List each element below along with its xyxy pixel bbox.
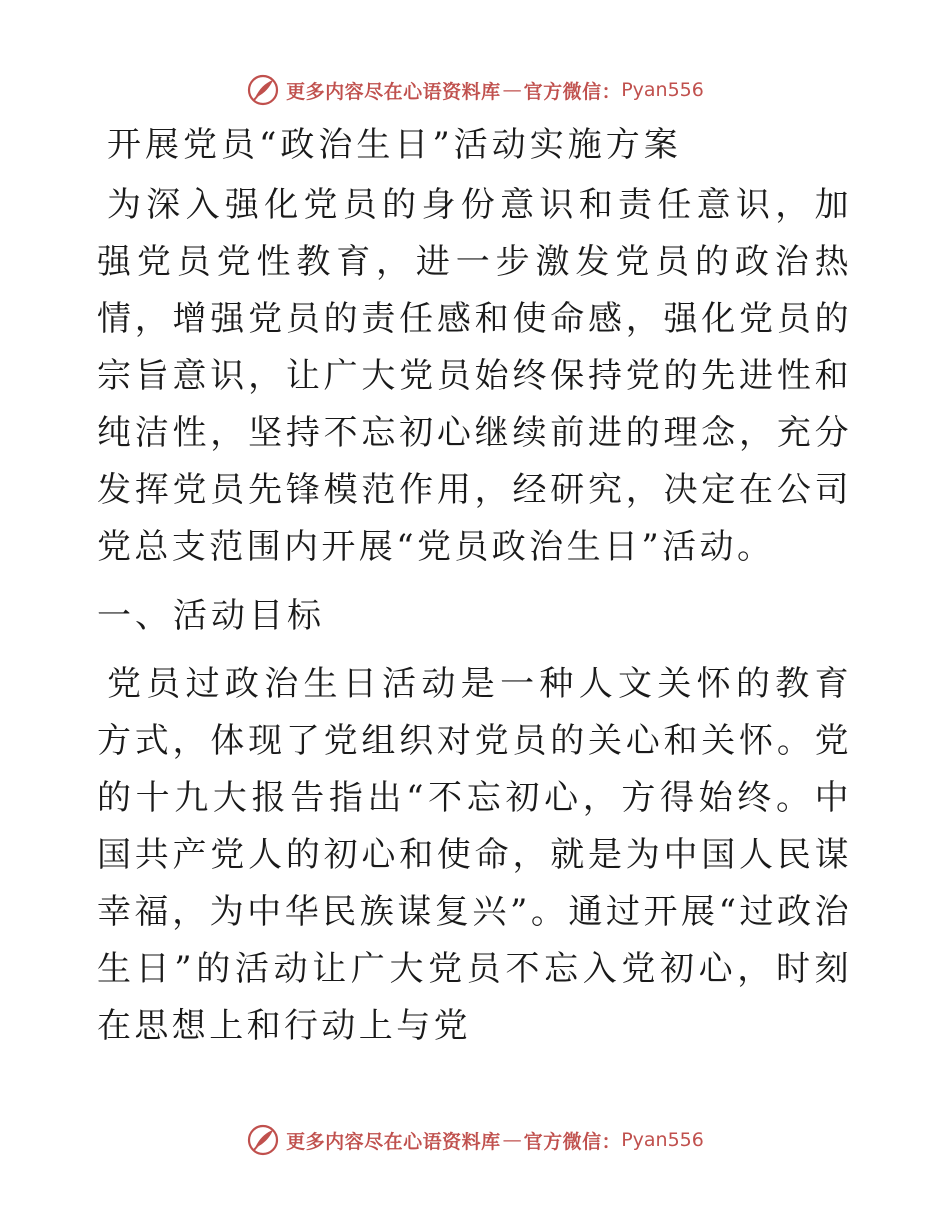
- watermark-dash: —: [502, 79, 522, 101]
- watermark-account: Pyan556: [621, 79, 704, 101]
- watermark-account: Pyan556: [621, 1129, 704, 1151]
- intro-paragraph: 为深入强化党员的身份意识和责任意识，加强党员党性教育，进一步激发党员的政治热情，增强党员的责任感和使命感，强化党员的宗旨意识，让广大党员始终保持党的先进性和纯洁性，坚持不忘初心继续前进的理念，充分发挥党员先锋模范作用，经研究，决定在公司党总支范围内开展“党员政治生日”活动。: [97, 185, 852, 567]
- watermark-site-text: 更多内容尽在心语资料库: [286, 1130, 501, 1153]
- feather-pen-icon: [246, 1123, 280, 1157]
- footer-watermark: [0, 1120, 950, 1160]
- section-paragraph: 党员过政治生日活动是一种人文关怀的教育方式，体现了党组织对党员的关心和关怀。党的十九大报告指出“不忘初心，方得始终。中国共产党人的初心和使命，就是为中国人民谋幸福，为中华民族谋复兴”。通过开展“过政治生日”的活动让广大党员不忘入党初心，时刻在思想上和行动上与党: [97, 664, 852, 1046]
- watermark-dash: —: [502, 1129, 522, 1151]
- feather-pen-icon: [246, 73, 280, 107]
- section-heading: 一、活动目标: [97, 596, 325, 636]
- watermark-label: 官方微信：: [523, 1130, 622, 1153]
- watermark-label: 官方微信：: [523, 80, 622, 103]
- document-title: 开展党员“政治生日”活动实施方案: [107, 125, 682, 165]
- header-watermark: [0, 70, 950, 110]
- document-body: [97, 117, 852, 1067]
- watermark-site-text: 更多内容尽在心语资料库: [286, 80, 501, 103]
